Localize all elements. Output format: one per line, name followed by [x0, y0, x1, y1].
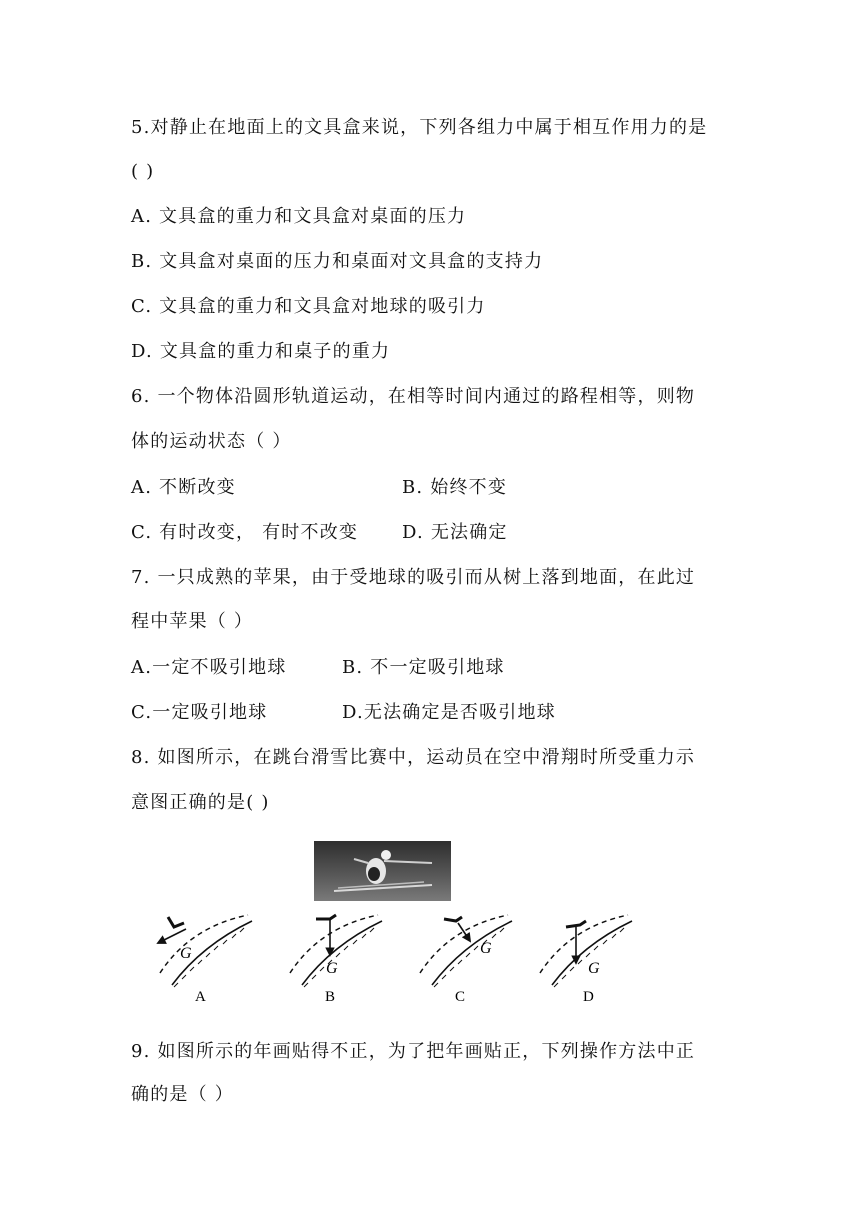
ski-jumper-photo: [314, 841, 451, 901]
diagram-option-a: [158, 915, 252, 1005]
q5-option-a: A. 文具盒的重力和文具盒对桌面的压力: [131, 206, 467, 227]
q5-option-d: D. 文具盒的重力和桌子的重力: [131, 341, 391, 362]
q6-option-c: C. 有时改变， 有时不改变: [131, 522, 359, 543]
diagram-option-d: [540, 915, 632, 1005]
fig-a-g-label: G: [180, 945, 192, 962]
fig-c-g-label: G: [480, 940, 492, 957]
diagram-option-c: [420, 915, 512, 1005]
q5-option-b: B. 文具盒对桌面的压力和桌面对文具盒的支持力: [131, 251, 544, 272]
q6-option-d: D. 无法确定: [402, 522, 508, 543]
q9-stem-line2: 确的是（ ）: [131, 1084, 234, 1105]
q8-stem-line2: 意图正确的是( ): [131, 792, 270, 813]
q5-stem-line1: 5.对静止在地面上的文具盒来说，下列各组力中属于相互作用力的是: [131, 117, 708, 138]
fig-c-label: C: [455, 989, 466, 1005]
fig-b-g-label: G: [326, 960, 338, 977]
q5-option-c: C. 文具盒的重力和文具盒对地球的吸引力: [131, 296, 486, 317]
q6-stem-line1: 6. 一个物体沿圆形轨道运动，在相等时间内通过的路程相等，则物: [131, 386, 696, 407]
q7-option-d: D.无法确定是否吸引地球: [342, 702, 556, 723]
fig-d-label: D: [583, 989, 594, 1005]
q7-option-c: C.一定吸引地球: [131, 702, 268, 723]
diagram-option-b: [290, 915, 382, 1005]
q6-option-b: B. 始终不变: [402, 477, 508, 498]
fig-d-g-label: G: [588, 960, 600, 977]
q6-option-a: A. 不断改变: [131, 477, 236, 498]
fig-a-label: A: [195, 989, 206, 1005]
q6-stem-line2: 体的运动状态（ ）: [131, 431, 292, 452]
q7-stem-line2: 程中苹果（ ）: [131, 611, 254, 632]
gravity-diagram-options: [140, 905, 660, 1005]
q7-stem-line1: 7. 一只成熟的苹果，由于受地球的吸引而从树上落到地面，在此过: [131, 567, 696, 588]
q7-option-b: B. 不一定吸引地球: [342, 657, 505, 678]
q9-stem-line1: 9. 如图所示的年画贴得不正，为了把年画贴正，下列操作方法中正: [131, 1041, 696, 1062]
q7-option-a: A.一定不吸引地球: [131, 657, 287, 678]
fig-b-label: B: [325, 989, 336, 1005]
q5-stem-line2: ( ): [131, 161, 155, 182]
q8-stem-line1: 8. 如图所示，在跳台滑雪比赛中，运动员在空中滑翔时所受重力示: [131, 747, 696, 768]
